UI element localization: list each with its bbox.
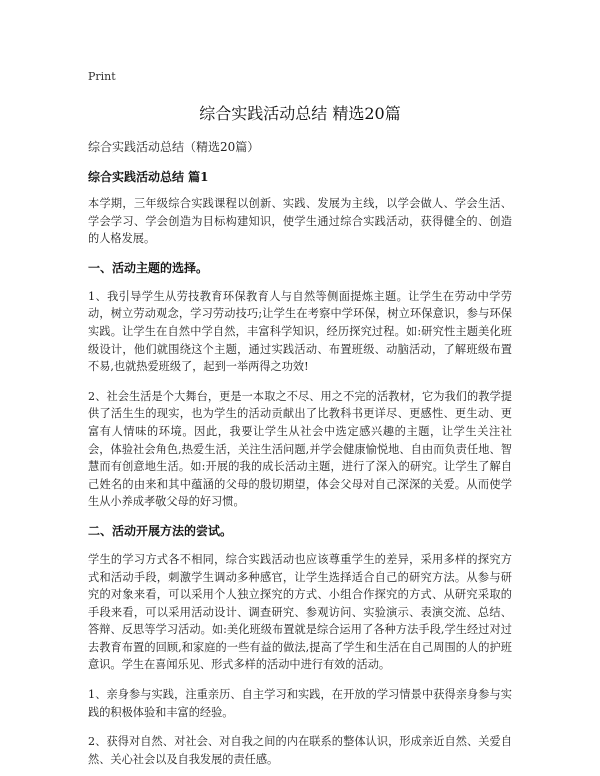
print-label: Print [88,70,116,83]
heading-method-trial: 二、活动开展方法的尝试。 [88,523,233,538]
paragraph-1: 1、我引导学生从劳技教育环保教育人与自然等侧面提炼主题。让学生在劳动中学劳动，树立劳动观念，学习劳动技巧;让学生在考察中学环保，树立环保意识，参与环保实践。让学生在自然中学自然，丰富科学知识，经历探究过程。如:研究性主题美化班级设计，他们就围绕这个主题，通过实践活动、布置班级、动脑活动，了解班级布置不易,也就热爱班级了，起到一举两得之功效! [88,289,512,374]
section-title: 综合实践活动总结 篇1 [88,170,209,184]
paragraph-4: 1、亲身参与实践，注重亲历、自主学习和实践，在开放的学习情景中获得亲身参与实践的积极体验和丰富的经验。 [88,688,512,719]
heading-topic-selection: 一、活动主题的选择。 [88,260,209,275]
document-subtitle: 综合实践活动总结（精选20篇） [88,140,260,154]
paragraph-5: 2、获得对自然、对社会、对自我之间的内在联系的整体认识，形成亲近自然、关爱自然、关心社会以及自我发展的责任感。 [88,735,512,766]
paragraph-3: 学生的学习方式各不相同，综合实践活动也应该尊重学生的差异，采用多样的探究方式和活动手段，刺激学生调动多种感官，让学生选择适合自己的研究方法。从参与研究的对象来看，可以采用个人独立探究的方式、小组合作探究的方式、从研究采取的手段来看，可以采用活动设计、调查研究、参观访问、实验演示、表演交流、总结、答辩、反思等学习活动。如:美化班级布置就是综合运用了各种方法手段,学生经过对过去教育布置的回顾,和家庭的一些有益的做法,提高了学生和生活在自己周围的人的护班意识。学生在喜闻乐见、形式多样的活动中进行有效的活动。 [88,552,512,672]
document-title: 综合实践活动总结 精选20篇 [199,104,401,123]
paragraph-2: 2、社会生活是个大舞台，更是一本取之不尽、用之不完的活教材，它为我们的教学提供了活生生的现实，也为学生的活动贡献出了比教科书更详尽、更感性、更生动、更富有人情味的环境。因此，我要让学生从社会中选定感兴趣的主题，让学生关注社会，体验社会角色,热爱生活，关注生活问题,并学会健康愉悦地、自由而负责任地、智慧而有创意地生活。如:开展的我的成长活动主题，进行了深入的研究。让学生了解自己姓名的由来和其中蕴涵的父母的殷切期望，体会父母对自己深深的关爱。从而使学生从小养成孝敬父母的好习惯。 [88,389,512,509]
intro-paragraph: 本学期，三年级综合实践课程以创新、实践、发展为主线，以学会做人、学会生活、学会学习、学会创造为目标构建知识，使学生通过综合实践活动，获得健全的、创造的人格发展。 [88,197,512,246]
